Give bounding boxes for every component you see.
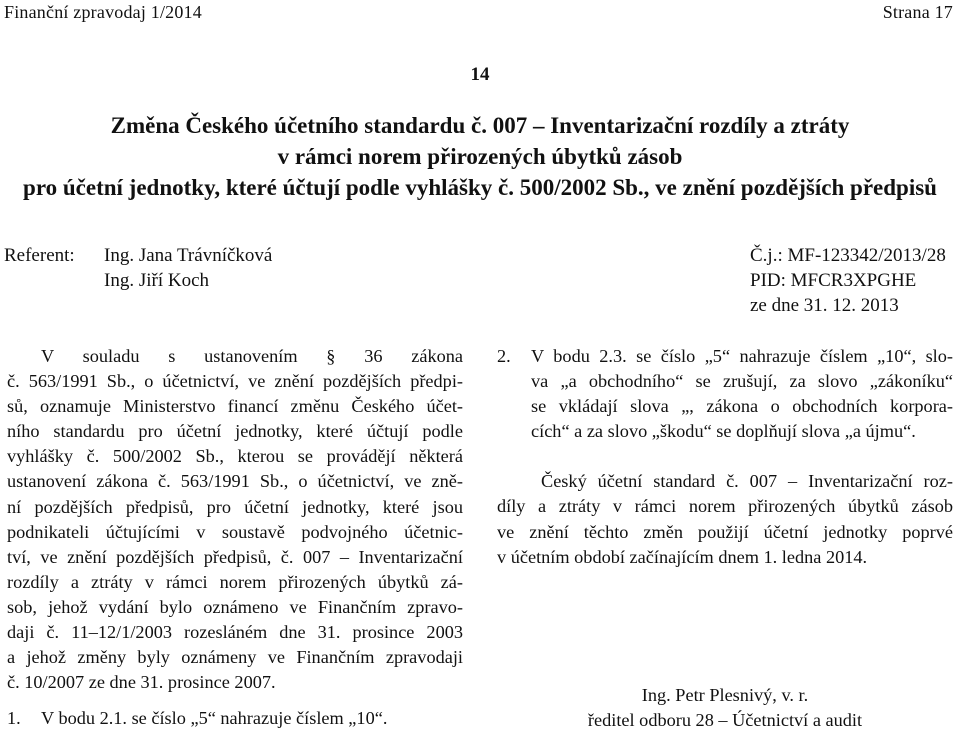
- list-item-text: [531, 344, 953, 444]
- paragraph-line: rozdíly a ztráty v rámci norem přirozených úbytků zá-: [7, 571, 463, 592]
- closing-line: díly a ztráty v rámci norem přirozených úbytků zásob: [497, 496, 953, 517]
- paragraph-line: č. 563/1991 Sb., o účetnictví, ve znění pozdějších předpi-: [7, 371, 463, 392]
- list-item-line: se vkládají slova „, zákona o obchodních korpora-: [531, 396, 953, 417]
- paragraph-line: ní pozdějších předpisů, pro účetní jednotky, které jsou: [7, 496, 463, 517]
- paragraph-line: tví, ve znění pozdějších předpisů, č. 007 – Inventarizační: [7, 546, 463, 567]
- referent-name: Ing. Jana Trávníčková: [104, 245, 273, 266]
- referent-name: Ing. Jiří Koch: [104, 270, 210, 291]
- document-title: [0, 110, 960, 203]
- paragraph-line: a jehož změny byly oznámeny ve Finančním zpravodaji: [7, 647, 463, 668]
- paragraph-line: vyhlášky č. 500/2002 Sb., kterou se provádějí některá: [7, 446, 463, 467]
- list-item-1: [7, 708, 387, 729]
- paragraph-line: ního standardu pro účetní jednotky, které účtují podle: [7, 421, 463, 442]
- reference-block: [750, 243, 946, 318]
- list-item-line: va „a obchodního“ se zrušují, za slovo „zákoníku“: [531, 371, 953, 392]
- signature-block: [497, 683, 953, 733]
- title-line: v rámci norem přirozených úbytků zásob: [277, 144, 683, 169]
- paragraph-line: ustanovení zákona č. 563/1991 Sb., o účetnictví, ve zně-: [7, 471, 463, 492]
- reference-date: ze dne 31. 12. 2013: [750, 295, 899, 316]
- paragraph-line: podnikateli účtujícími v soustavě podvojného účetnic-: [7, 521, 463, 542]
- list-item-text: V bodu 2.1. se číslo „5“ nahrazuje číslem „10“.: [41, 708, 388, 728]
- left-column: [7, 344, 463, 695]
- paragraph-line: sů, oznamuje Ministerstvo financí změnu Českého účet-: [7, 396, 463, 417]
- list-item-line: V bodu 2.3. se číslo „5“ nahrazuje číslem „10“, slo-: [531, 346, 953, 366]
- closing-line: v účetním období začínajícím dnem 1. ledna 2014.: [497, 546, 868, 567]
- signature-role: ředitel odboru 28 – Účetnictví a audit: [587, 710, 863, 731]
- closing-line: ve znění těchto změn použijí účetní jednotky poprvé: [497, 521, 953, 542]
- journal-title: Finanční zpravodaj 1/2014: [4, 2, 202, 22]
- right-column: [497, 344, 953, 570]
- referent-label: Referent:: [4, 245, 75, 266]
- title-line: pro účetní jednotky, které účtují podle vyhlášky č. 500/2002 Sb., ve znění pozdějších předpisů: [23, 175, 937, 200]
- list-item-number: 1.: [7, 708, 21, 728]
- paragraph-line: V souladu s ustanovením § 36 zákona: [41, 346, 463, 366]
- paragraph-line: daji č. 11–12/1/2003 rozesláném dne 31. prosince 2003: [7, 622, 463, 643]
- signature-name: Ing. Petr Plesnivý, v. r.: [641, 685, 809, 705]
- paragraph-line: č. 10/2007 ze dne 31. prosince 2007.: [7, 672, 276, 693]
- spacer: [497, 444, 953, 469]
- document-number: 14: [470, 64, 490, 85]
- closing-line: Český účetní standard č. 007 – Inventarizační roz-: [541, 471, 953, 492]
- list-item-number: 2.: [497, 346, 511, 366]
- reference-pid: PID: MFCR3XPGHE: [750, 270, 917, 291]
- list-item-line: cích“ a za slovo „škodu“ se doplňují slova „a újmu“.: [531, 421, 916, 442]
- paragraph-line: sob, jehož vydání bylo oznámeno ve Finančním zpravo-: [7, 596, 463, 617]
- page-number: Strana 17: [882, 2, 953, 22]
- reference-number: Č.j.: MF-123342/2013/28: [750, 245, 946, 266]
- title-line: Změna Českého účetního standardu č. 007 – Inventarizační rozdíly a ztráty: [110, 113, 850, 138]
- referent-names: [104, 243, 272, 293]
- list-item-2: [497, 344, 953, 444]
